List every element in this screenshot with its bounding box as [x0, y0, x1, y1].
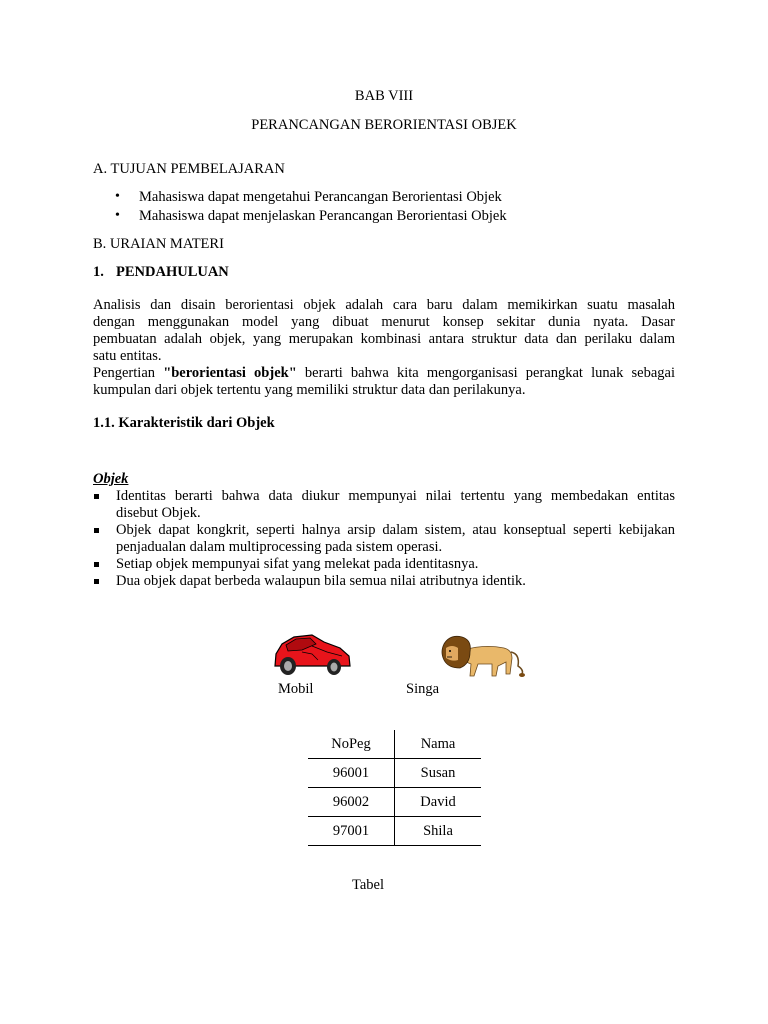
- definition-prefix: Pengertian: [93, 365, 164, 381]
- objek-list: [93, 488, 675, 590]
- paragraph-line: satu entitas.: [93, 348, 162, 364]
- lion-icon: [438, 634, 526, 682]
- subsection-title: PENDAHULUAN: [116, 264, 229, 280]
- paragraph-line: kumpulan dari objek tertentu yang memiliki struktur data dan perilakunya.: [93, 382, 526, 398]
- employee-table: [308, 730, 481, 846]
- objective-item: Mahasiswa dapat mengetahui Perancangan Berorientasi Objek: [139, 189, 502, 205]
- list-item: [93, 556, 675, 573]
- section-a-heading: A. TUJUAN PEMBELAJARAN: [93, 161, 285, 177]
- paragraph-line: dengan menggunakan model yang dibuat menurut konsep sekitar dunia nyata. Dasar: [93, 314, 675, 330]
- paragraph-line: [93, 365, 675, 382]
- intro-paragraph: [93, 297, 675, 399]
- square-bullet-icon: [94, 579, 99, 584]
- table-cell: Shila: [395, 817, 482, 846]
- section-b-heading: B. URAIAN MATERI: [93, 236, 224, 252]
- list-line: Objek dapat kongkrit, seperti halnya arsip dalam sistem, atau konseptual seperti kebijakan: [116, 522, 675, 538]
- list-item: [93, 573, 675, 590]
- table-row: [308, 817, 481, 846]
- subsection-number: 1.: [93, 264, 104, 280]
- table-cell: 96002: [308, 788, 395, 817]
- objective-item: Mahasiswa dapat menjelaskan Perancangan Berorientasi Objek: [139, 208, 507, 224]
- square-bullet-icon: [94, 494, 99, 499]
- definition-term: "berorientasi objek": [163, 365, 297, 381]
- list-line: Identitas berarti bahwa data diukur mempunyai nilai tertentu yang membedakan entitas: [116, 488, 675, 504]
- list-line: penjadualan dalam multiprocessing pada sistem operasi.: [116, 539, 443, 555]
- table-row: [308, 788, 481, 817]
- table-header-row: [308, 730, 481, 759]
- square-bullet-icon: [94, 528, 99, 533]
- list-line: Setiap objek mempunyai sifat yang melekat pada identitasnya.: [116, 556, 479, 572]
- list-item: [93, 488, 675, 522]
- table-header-cell: NoPeg: [308, 730, 395, 759]
- list-line: Dua objek dapat berbeda walaupun bila semua nilai atributnya identik.: [116, 573, 526, 589]
- chapter-title: PERANCANGAN BERORIENTASI OBJEK: [251, 117, 517, 133]
- paragraph-line: pembuatan adalah objek, yang merupakan kombinasi antara struktur data dan perilaku dalam: [93, 331, 675, 347]
- list-item: [93, 522, 675, 556]
- subsection-1-1-heading: 1.1. Karakteristik dari Objek: [93, 415, 275, 431]
- table-header-cell: Nama: [395, 730, 482, 759]
- chapter-label: BAB VIII: [354, 88, 414, 104]
- lion-caption: Singa: [406, 681, 440, 697]
- objek-label: Objek: [93, 471, 129, 487]
- table-caption: Tabel: [352, 877, 384, 893]
- table-row: [308, 759, 481, 788]
- car-caption: Mobil: [278, 681, 314, 697]
- bullet-dot-icon: •: [115, 208, 120, 223]
- bullet-dot-icon: •: [115, 189, 120, 204]
- table-cell: Susan: [395, 759, 482, 788]
- list-line: disebut Objek.: [116, 505, 201, 521]
- table-cell: 96001: [308, 759, 395, 788]
- square-bullet-icon: [94, 562, 99, 567]
- red-car-icon: [272, 630, 352, 680]
- table-cell: David: [395, 788, 482, 817]
- definition-rest: berarti bahwa kita mengorganisasi perangkat lunak sebagai: [296, 365, 675, 381]
- paragraph-line: Analisis dan disain berorientasi objek adalah cara baru dalam memikirkan suatu masalah: [93, 297, 675, 313]
- table-cell: 97001: [308, 817, 395, 846]
